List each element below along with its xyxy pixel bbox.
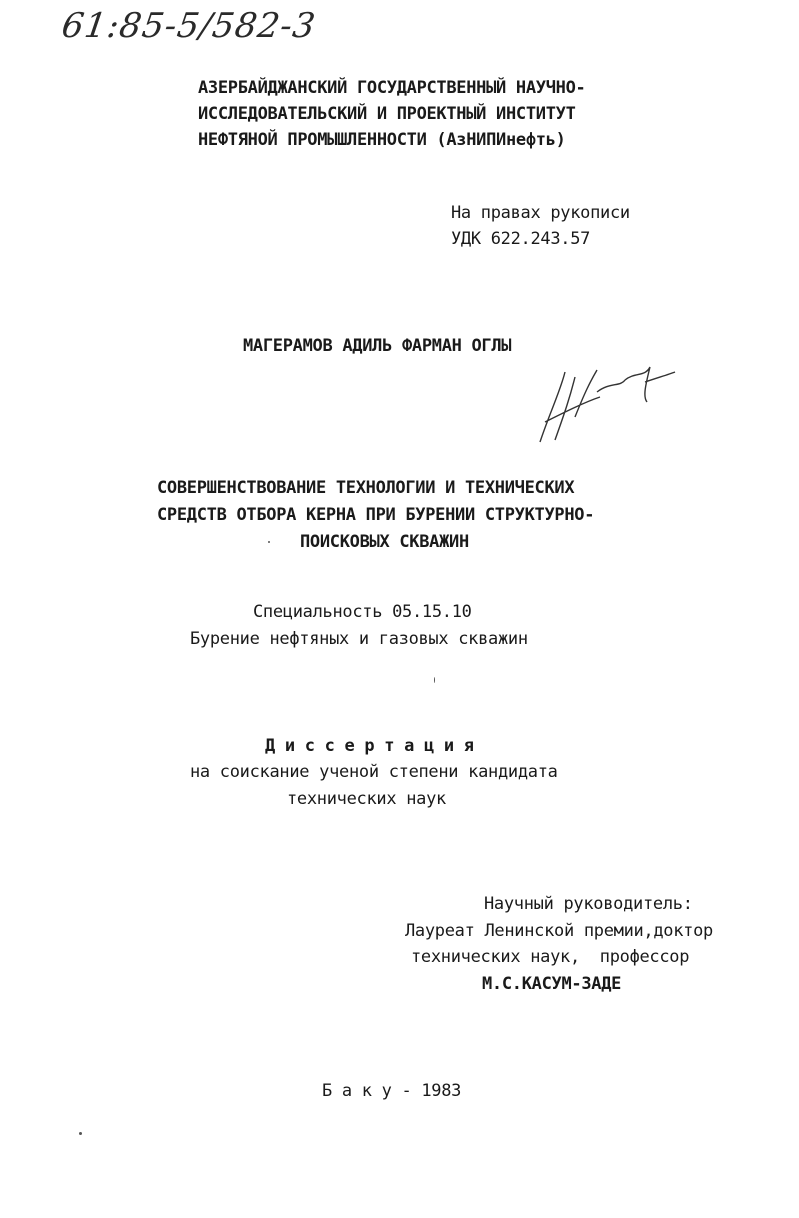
udk-line: УДК 622.243.57 bbox=[451, 229, 591, 249]
title-line-2: СРЕДСТВ ОТБОРА КЕРНА ПРИ БУРЕНИИ СТРУКТУРНО- bbox=[157, 505, 595, 525]
rights-line: На правах рукописи bbox=[451, 203, 630, 223]
institute-line-3: НЕФТЯНОЙ ПРОМЫШЛЕННОСТИ (АзНИПИнефть) bbox=[198, 130, 566, 150]
scan-speck bbox=[434, 677, 435, 683]
scan-speck bbox=[79, 1132, 82, 1135]
title-line-3: ПОИСКОВЫХ СКВАЖИН bbox=[300, 532, 469, 552]
archive-number-handwritten: 61:85-5/582-3 bbox=[59, 6, 319, 46]
signature bbox=[525, 352, 685, 452]
supervisor-heading: Научный руководитель: bbox=[484, 894, 693, 914]
degree-line-1: на соискание ученой степени кандидата bbox=[190, 762, 558, 782]
dissertation-label: Д и с с е р т а ц и я bbox=[265, 736, 474, 756]
supervisor-line-2: технических наук, профессор bbox=[411, 947, 690, 967]
institute-line-1: АЗЕРБАЙДЖАНСКИЙ ГОСУДАРСТВЕННЫЙ НАУЧНО- bbox=[198, 78, 586, 98]
degree-line-2: технических наук bbox=[287, 789, 446, 809]
scan-speck bbox=[268, 541, 270, 543]
specialty-code: Специальность 05.15.10 bbox=[253, 602, 472, 622]
supervisor-line-1: Лауреат Ленинской премии,доктор bbox=[405, 921, 713, 941]
author-name: МАГЕРАМОВ АДИЛЬ ФАРМАН ОГЛЫ bbox=[243, 336, 512, 356]
city-year: Б а к у - 1983 bbox=[322, 1081, 462, 1101]
supervisor-name: М.С.КАСУМ-ЗАДЕ bbox=[482, 974, 622, 994]
specialty-name: Бурение нефтяных и газовых скважин bbox=[190, 629, 528, 649]
institute-line-2: ИССЛЕДОВАТЕЛЬСКИЙ И ПРОЕКТНЫЙ ИНСТИТУТ bbox=[198, 104, 576, 124]
title-line-1: СОВЕРШЕНСТВОВАНИЕ ТЕХНОЛОГИИ И ТЕХНИЧЕСКИХ bbox=[157, 478, 575, 498]
